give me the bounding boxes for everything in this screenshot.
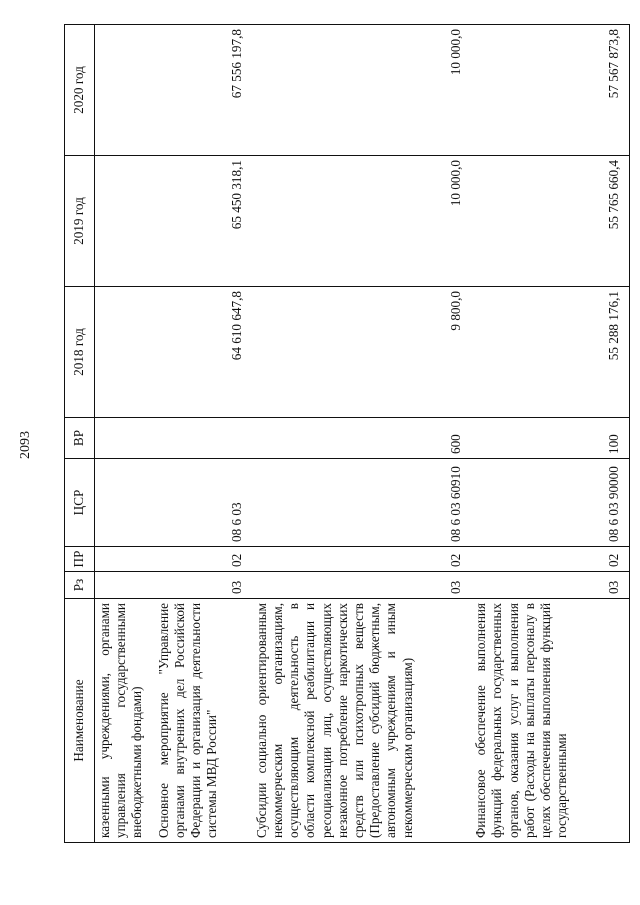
row-2019: [95, 156, 154, 287]
row-2019: 10 000,0: [252, 156, 472, 287]
row-rz: 03: [154, 572, 252, 599]
row-vr: [154, 418, 252, 459]
table-row: [154, 25, 252, 843]
row-2018: 9 800,0: [252, 287, 472, 418]
table-header-row: [65, 25, 95, 843]
table-row: [95, 25, 154, 843]
table-row: [471, 25, 629, 843]
row-vr: [95, 418, 154, 459]
row-name: казенными учреждениями, органами управления государственными внебюджетными фондами): [95, 599, 154, 843]
row-csr: [95, 459, 154, 547]
table-row: [252, 25, 472, 843]
row-pr: [95, 547, 154, 572]
header-pr: ПР: [65, 547, 95, 572]
row-2018: 64 610 647,8: [154, 287, 252, 418]
header-name: Наименование: [65, 599, 95, 843]
row-pr: 02: [471, 547, 629, 572]
page-number: 2093: [18, 431, 33, 459]
header-2018: 2018 год: [65, 287, 95, 418]
row-pr: 02: [154, 547, 252, 572]
row-rz: [95, 572, 154, 599]
row-name: Субсидии социально ориентированным некоммерческим организациям, осуществляющим деятельность в области комплексной реабилитации и ресоциализации лиц, осуществляющих незаконное потребление наркотических средств или психотропных веществ (Предоставление субсидий бюджетным, автономным учреждениям и иным некоммерческим организациям): [252, 599, 472, 843]
row-vr: 600: [252, 418, 472, 459]
row-2020: [95, 25, 154, 156]
header-2019: 2019 год: [65, 156, 95, 287]
budget-table: [64, 24, 630, 843]
row-2018: [95, 287, 154, 418]
row-2019: 55 765 660,4: [471, 156, 629, 287]
header-vr: ВР: [65, 418, 95, 459]
header-2020: 2020 год: [65, 25, 95, 156]
header-rz: Рз: [65, 572, 95, 599]
row-rz: 03: [252, 572, 472, 599]
header-csr: ЦСР: [65, 459, 95, 547]
row-rz: 03: [471, 572, 629, 599]
row-csr: 08 6 03: [154, 459, 252, 547]
row-2020: 57 567 873,8: [471, 25, 629, 156]
row-2019: 65 450 318,1: [154, 156, 252, 287]
row-name: Основное мероприятие "Управление органами внутренних дел Российской Федерации и организация деятельности системы МВД России": [154, 599, 252, 843]
row-csr: 08 6 03 90000: [471, 459, 629, 547]
row-pr: 02: [252, 547, 472, 572]
row-2020: 67 556 197,8: [154, 25, 252, 156]
row-name: Финансовое обеспечение выполнения функций федеральных государственных органов, оказания услуг и выполнения работ (Расходы на выплаты персоналу в целях обеспечения выполнения функций государственными: [471, 599, 629, 843]
row-vr: 100: [471, 418, 629, 459]
row-2018: 55 288 176,1: [471, 287, 629, 418]
row-2020: 10 000,0: [252, 25, 472, 156]
row-csr: 08 6 03 60910: [252, 459, 472, 547]
